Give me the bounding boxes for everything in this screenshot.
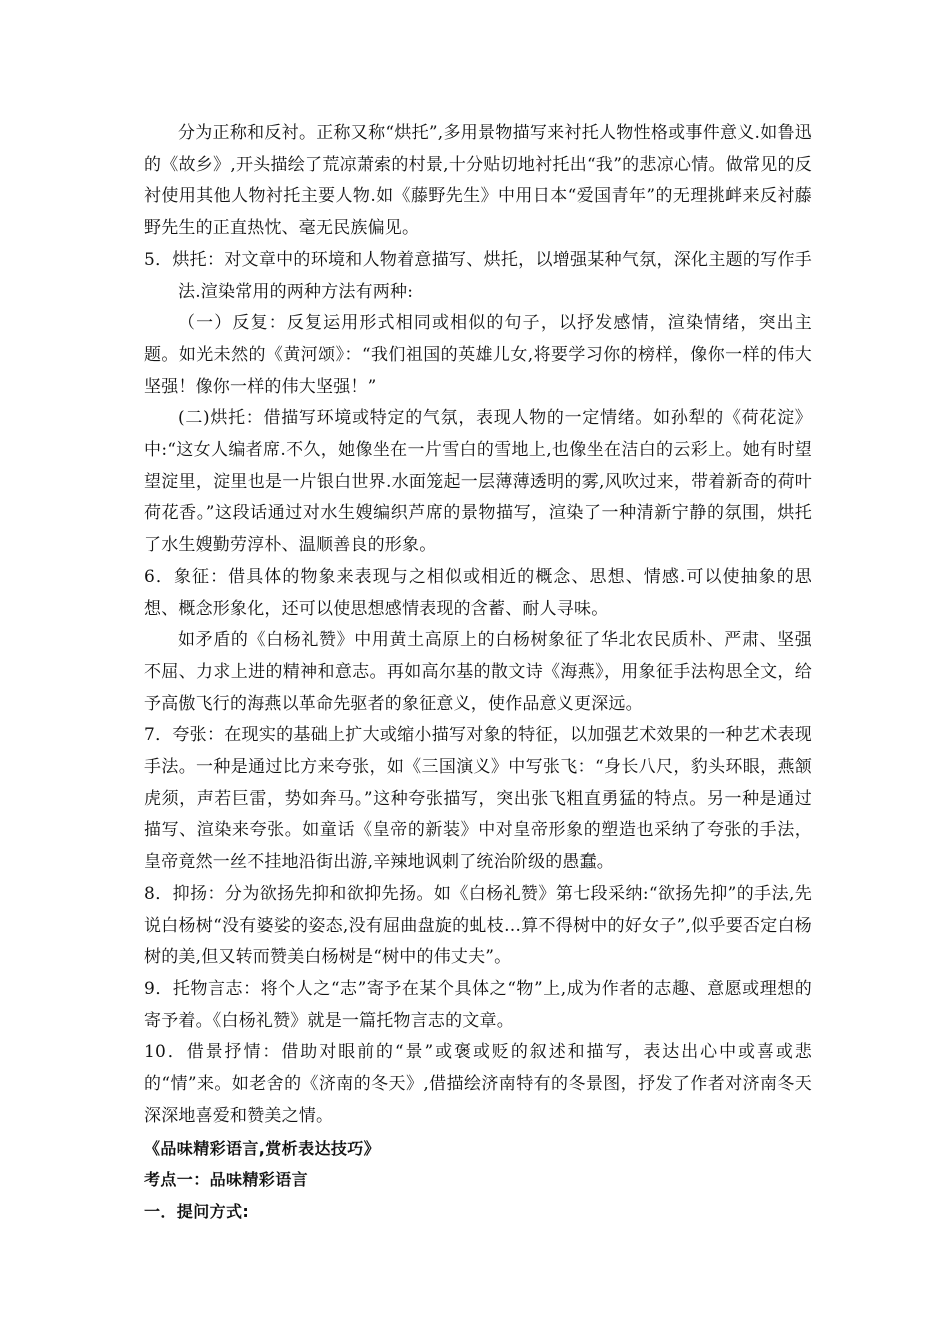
section-heading: 《品味精彩语言,赏析表达技巧》 (144, 1138, 381, 1158)
paragraph-symbolism-example: 如矛盾的《白杨礼赞》中用黄土高原上的白杨树象征了华北农民质朴、严肃、坚强不屈、力求上进的精神和意志。再如高尔基的散文诗《海燕》，用象征手法构思全文，给予高傲飞行的海燕以革命先驱者的象征意义，使作品意义更深远。 (144, 630, 812, 714)
document-page (144, 118, 812, 1228)
paragraph-10-scenery-emotion: 10．借景抒情：借助对眼前的“景”或褒或贬的叙述和描写，表达出心中或喜或悲的“情”来。如老舍的《济南的冬天》,借描绘济南特有的冬景图，抒发了作者对济南冬天深深地喜爱和赞美之情。 (144, 1042, 812, 1126)
paragraph-8-suppression: 8．抑扬：分为欲扬先抑和欲抑先扬。如《白杨礼赞》第七段采纳:“欲扬先抑”的手法,先说白杨树“没有婆娑的姿态,没有屈曲盘旋的虬枝…算不得树中的好女子”,似乎要否定白杨树的美,但又转而赞美白杨树是“树中的伟丈夫”。 (144, 883, 812, 968)
paragraph-repetition: （一）反复：反复运用形式相同或相似的句子，以抒发感情，渲染情绪，突出主题。如光未然的《黄河颂》：“我们祖国的英雄儿女,将要学习你的榜样，像你一样的伟大坚强！像你一样的伟大坚强！” (144, 313, 812, 397)
paragraph-5-hongtuo: 5．烘托：对文章中的环境和人物着意描写、烘托，以增强某种气氛，深化主题的写作手法.渲染常用的两种方法有两种: (144, 249, 812, 302)
paragraph-9-allegory: 9．托物言志：将个人之“志”寄予在某个具体之“物”上,成为作者的志趣、意愿或理想的寄予着。《白杨礼赞》就是一篇托物言志的文章。 (144, 978, 812, 1031)
paragraph-setoff: (二)烘托：借描写环境或特定的气氛，表现人物的一定情绪。如孙犁的《荷花淀》中:“这女人编者席.不久，她像坐在一片雪白的雪地上,也像坐在洁白的云彩上。她有时望望淀里，淀里也是一片银白世界.水面笼起一层薄薄透明的雾,风吹过来，带着新奇的荷叶荷花香。”这段话通过对水生嫂编织芦席的景物描写，渲染了一种清新宁静的氛围，烘托了水生嫂勤劳淳朴、温顺善良的形象。 (144, 408, 812, 556)
question-heading: 一．提问方式: (144, 1201, 250, 1221)
point-heading: 考点一：品味精彩语言 (144, 1170, 309, 1190)
paragraph-7-exaggeration: 7．夸张：在现实的基础上扩大或缩小描写对象的特征，以加强艺术效果的一种艺术表现手法。一种是通过比方来夸张，如《三国演义》中写张飞：“身长八尺，豹头环眼，燕颔虎须，声若巨雷，势如奔马。”这种夸张描写，突出张飞粗直勇猛的特点。另一种是通过描写、渲染来夸张。如童话《皇帝的新装》中对皇帝形象的塑造也采纳了夸张的手法，皇帝竟然一丝不挂地沿街出游,辛辣地讽刺了统治阶级的愚蠢。 (144, 725, 812, 873)
paragraph-contrast-foil: 分为正称和反衬。正称又称“烘托”,多用景物描写来衬托人物性格或事件意义.如鲁迅的《故乡》,开头描绘了荒凉萧索的村景,十分贴切地衬托出“我”的悲凉心情。做常见的反衬使用其他人物衬托主要人物.如《藤野先生》中用日本“爱国青年”的无理挑衅来反衬藤野先生的正直热忱、毫无民族偏见。 (144, 123, 812, 239)
paragraph-6-symbolism: 6．象征：借具体的物象来表现与之相似或相近的概念、思想、情感.可以使抽象的思想、概念形象化，还可以使思想感情表现的含蓄、耐人寻味。 (144, 566, 812, 619)
